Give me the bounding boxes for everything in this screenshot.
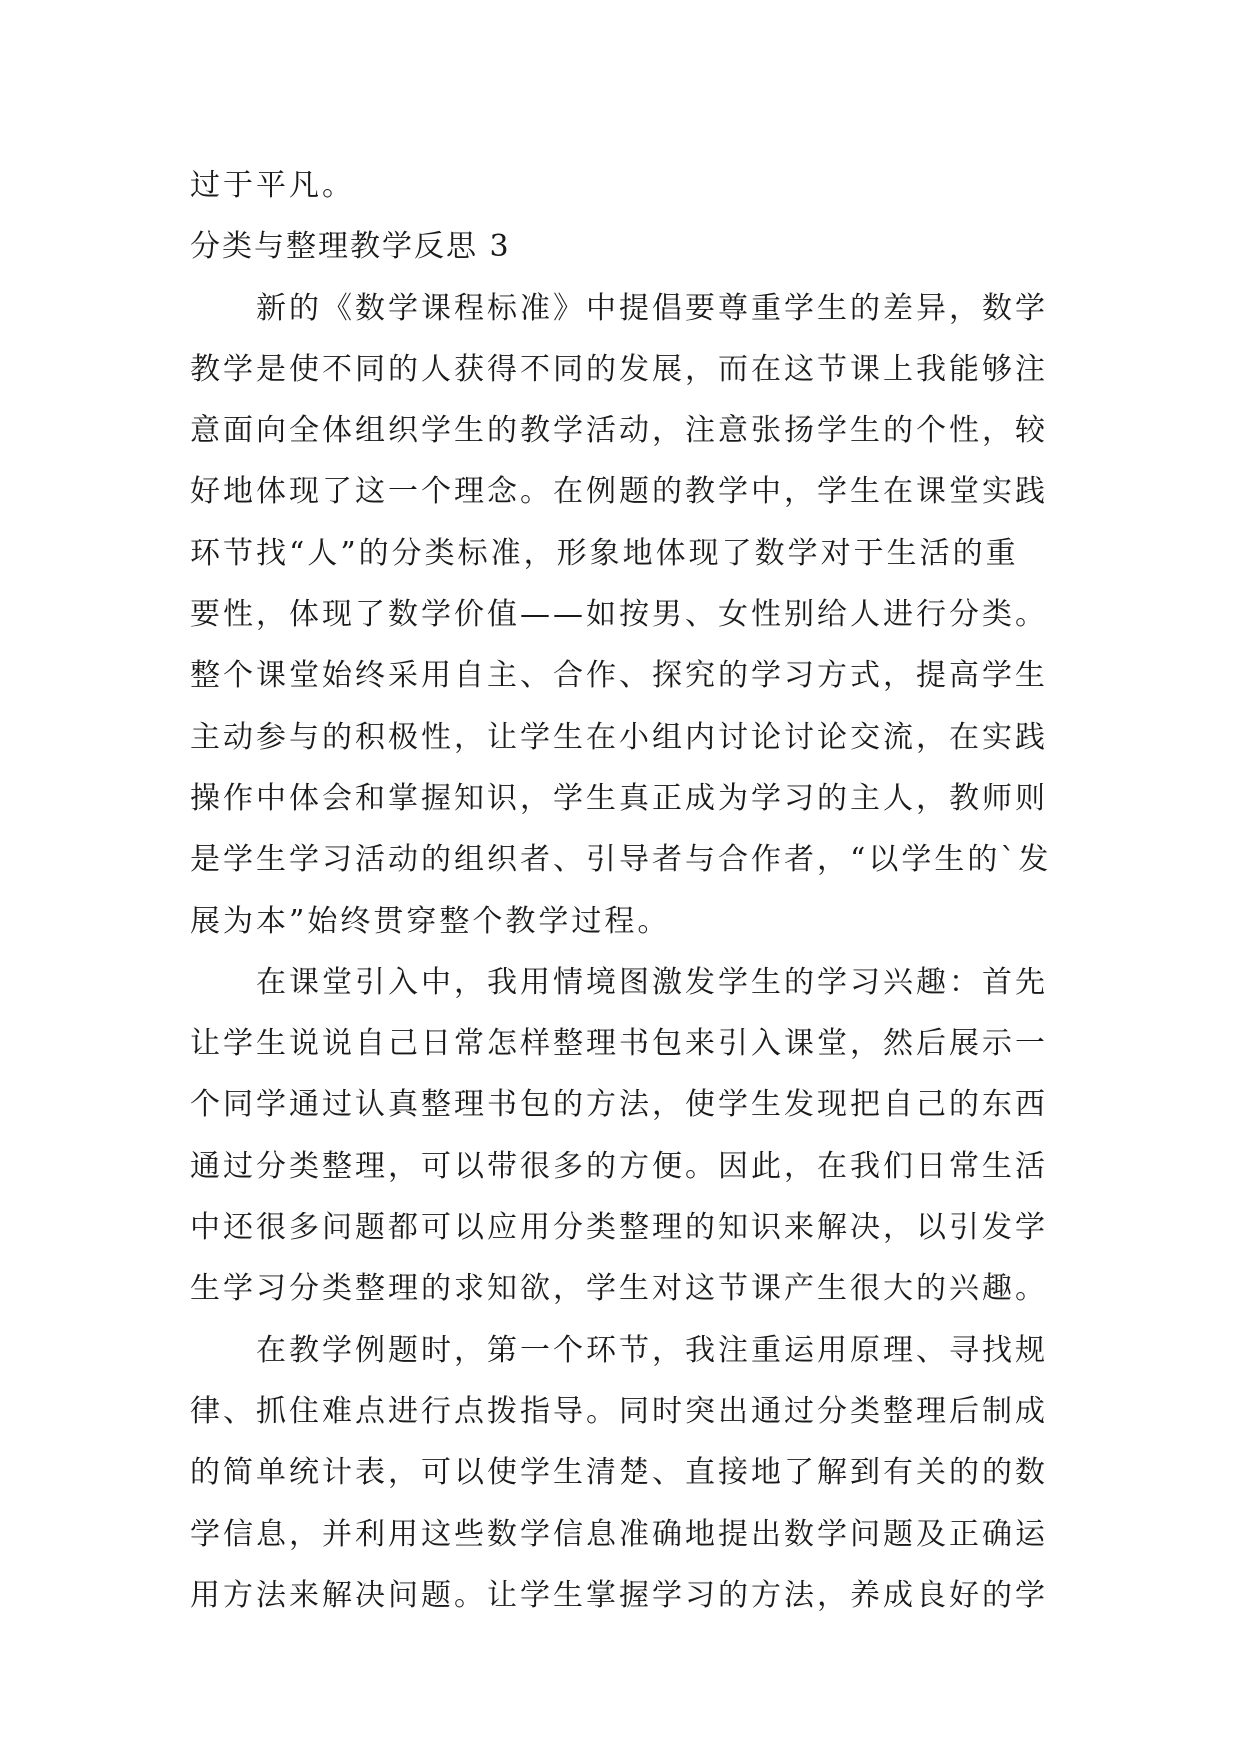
text-line: 过于平凡。 [190,168,355,203]
text-line: 个同学通过认真整理书包的方法，使学生发现把自己的东西 [190,1087,1048,1123]
text-line: 生学习分类整理的求知欲，学生对这节课产生很大的兴趣。 [190,1271,1048,1307]
text-line: 环节找“人”的分类标准，形象地体现了数学对于生活的重 [190,535,1019,571]
text-line: 操作中体会和掌握知识，学生真正成为学习的主人，教师则 [190,780,1048,816]
paragraph-first-line: 新的《数学课程标准》中提倡要尊重学生的差异，数学 [256,290,1048,326]
text-line: 的简单统计表，可以使学生清楚、直接地了解到有关的的数 [190,1455,1048,1491]
text-line: 好地体现了这一个理念。在例题的教学中，学生在课堂实践 [190,474,1048,510]
text-line: 通过分类整理，可以带很多的方便。因此，在我们日常生活 [190,1148,1048,1184]
text-line: 意面向全体组织学生的教学活动，注意张扬学生的个性，较 [190,413,1048,449]
section-heading: 分类与整理教学反思 3 [190,229,511,265]
text-line: 中还很多问题都可以应用分类整理的知识来解决，以引发学 [190,1210,1048,1246]
text-line: 用方法来解决问题。让学生掌握学习的方法，养成良好的学 [190,1577,1048,1613]
text-line: 是学生学习活动的组织者、引导者与合作者，“以学生的`发 [190,842,1052,878]
text-line: 展为本”始终贯穿整个教学过程。 [190,903,671,939]
text-line: 律、抓住难点进行点拨指导。同时突出通过分类整理后制成 [190,1393,1048,1429]
document-body [190,155,1052,1626]
text-line: 学信息，并利用这些数学信息准确地提出数学问题及正确运 [190,1516,1048,1552]
paragraph-first-line: 在课堂引入中，我用情境图激发学生的学习兴趣：首先 [256,964,1048,1000]
paragraph-first-line: 在教学例题时，第一个环节，我注重运用原理、寻找规 [256,1332,1048,1368]
text-line: 教学是使不同的人获得不同的发展，而在这节课上我能够注 [190,351,1048,387]
text-line: 让学生说说自己日常怎样整理书包来引入课堂，然后展示一 [190,1026,1048,1062]
text-line: 主动参与的积极性，让学生在小组内讨论讨论交流，在实践 [190,719,1048,755]
text-line: 要性，体现了数学价值——如按男、女性别给人进行分类。 [190,597,1048,633]
text-line: 整个课堂始终采用自主、合作、探究的学习方式，提高学生 [190,658,1048,694]
